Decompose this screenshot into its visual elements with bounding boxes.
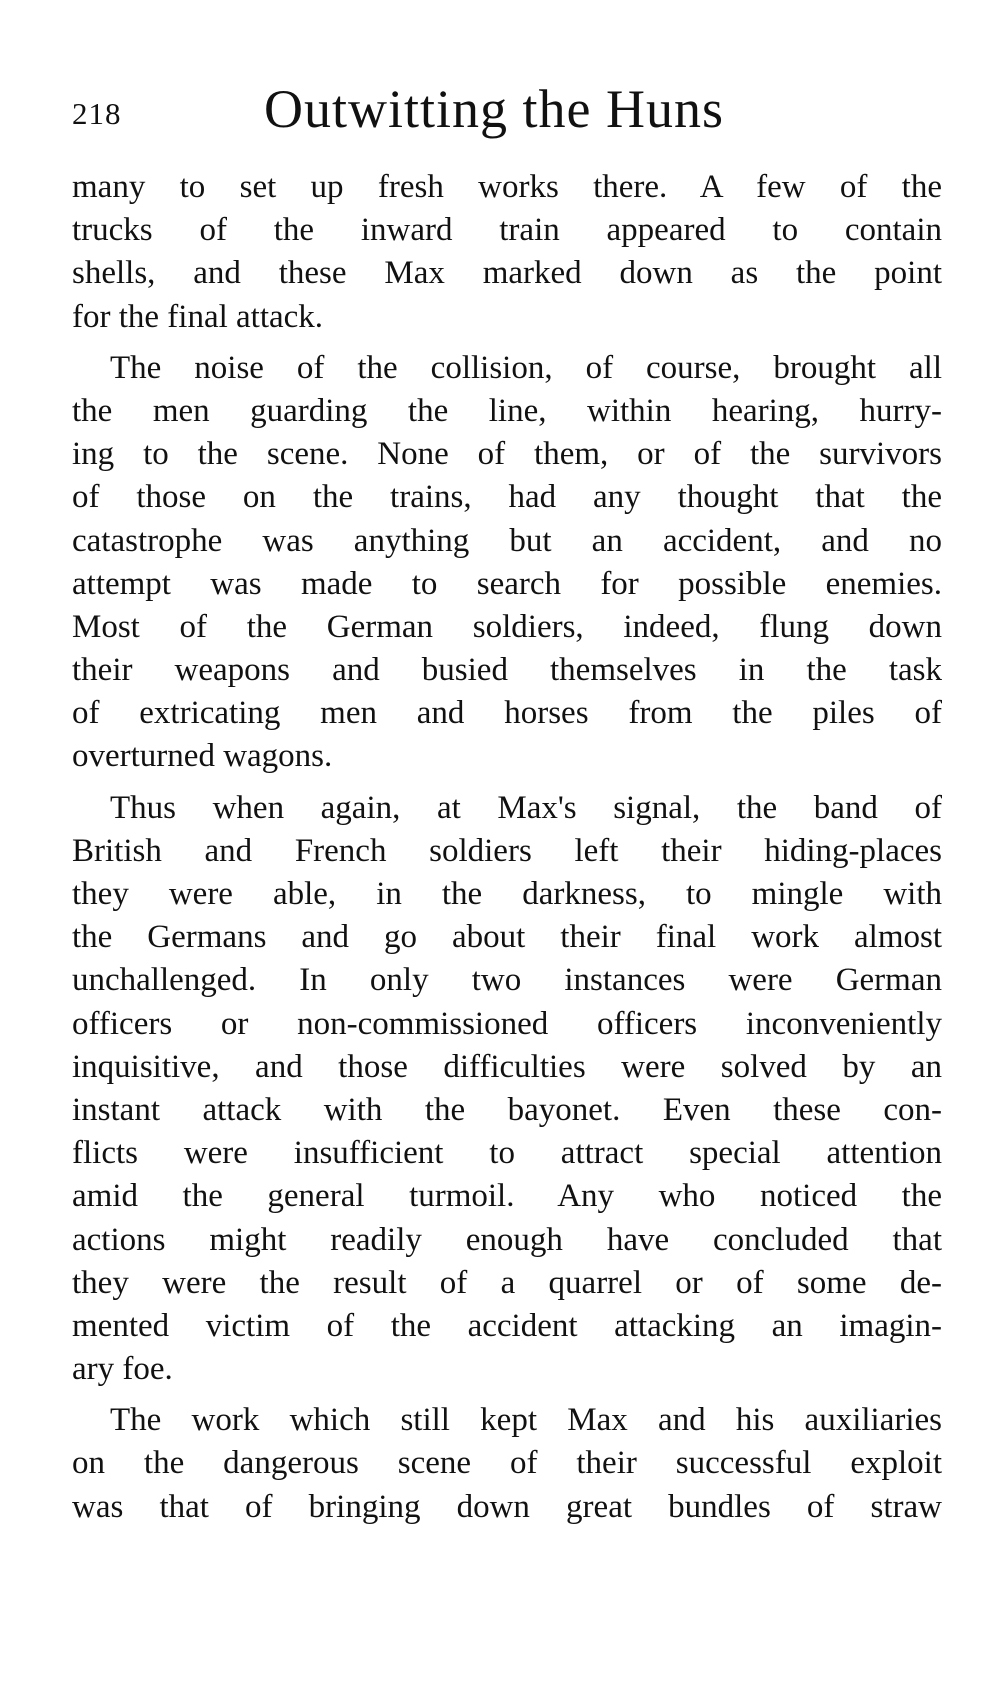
text-line: the men guarding the line, within hearing, hurry- — [72, 392, 942, 429]
text-line: Thus when again, at Max's signal, the band of — [110, 789, 942, 826]
text-line: trucks of the inward train appeared to contain — [72, 212, 942, 249]
text-line: officers or non-commissioned officers inconveniently — [72, 1005, 942, 1042]
text-line: they were the result of a quarrel or of some de- — [72, 1264, 942, 1301]
page-number: 218 — [72, 96, 122, 131]
running-head — [72, 78, 942, 148]
text-line: on the dangerous scene of their successful exploit — [72, 1445, 942, 1482]
paragraph-4 — [72, 1399, 942, 1529]
paragraph-2 — [72, 347, 942, 779]
text-line: their weapons and busied themselves in the task — [72, 652, 942, 689]
text-line: unchallenged. In only two instances were German — [72, 962, 942, 999]
text-line: instant attack with the bayonet. Even these con- — [72, 1091, 942, 1128]
text-line: many to set up fresh works there. A few of the — [72, 169, 942, 205]
body-text — [72, 166, 942, 1529]
text-line: actions might readily enough have concluded that — [72, 1221, 942, 1258]
text-line: amid the general turmoil. Any who noticed the — [72, 1178, 942, 1215]
text-line: inquisitive, and those difficulties were solved by an — [72, 1048, 942, 1085]
text-line: of extricating men and horses from the piles of — [72, 695, 942, 732]
paragraph-1 — [72, 166, 942, 339]
paragraph-3 — [72, 787, 942, 1392]
text-line: for the final attack. — [72, 298, 324, 335]
text-line: catastrophe was anything but an accident, and no — [72, 522, 942, 559]
text-line: The noise of the collision, of course, brought all — [110, 349, 942, 386]
text-line: the Germans and go about their final work almost — [72, 919, 942, 956]
text-line: was that of bringing down great bundles of straw — [72, 1488, 942, 1525]
text-line: The work which still kept Max and his auxiliaries — [110, 1402, 942, 1439]
text-line: ary foe. — [72, 1351, 173, 1388]
text-line: they were able, in the darkness, to mingle with — [72, 876, 942, 912]
text-line: mented victim of the accident attacking an imagin- — [72, 1307, 942, 1344]
running-title: Outwitting the Huns — [264, 79, 724, 139]
text-line: flicts were insufficient to attract special attention — [72, 1135, 942, 1172]
text-line: Most of the German soldiers, indeed, flung down — [72, 608, 942, 645]
text-line: shells, and these Max marked down as the point — [72, 255, 942, 292]
text-line: overturned wagons. — [72, 738, 333, 775]
text-line: of those on the trains, had any thought that the — [72, 479, 942, 516]
text-line: attempt was made to search for possible enemies. — [72, 565, 942, 602]
text-line: British and French soldiers left their hiding-places — [72, 832, 942, 869]
text-line: ing to the scene. None of them, or of the survivors — [72, 436, 942, 473]
